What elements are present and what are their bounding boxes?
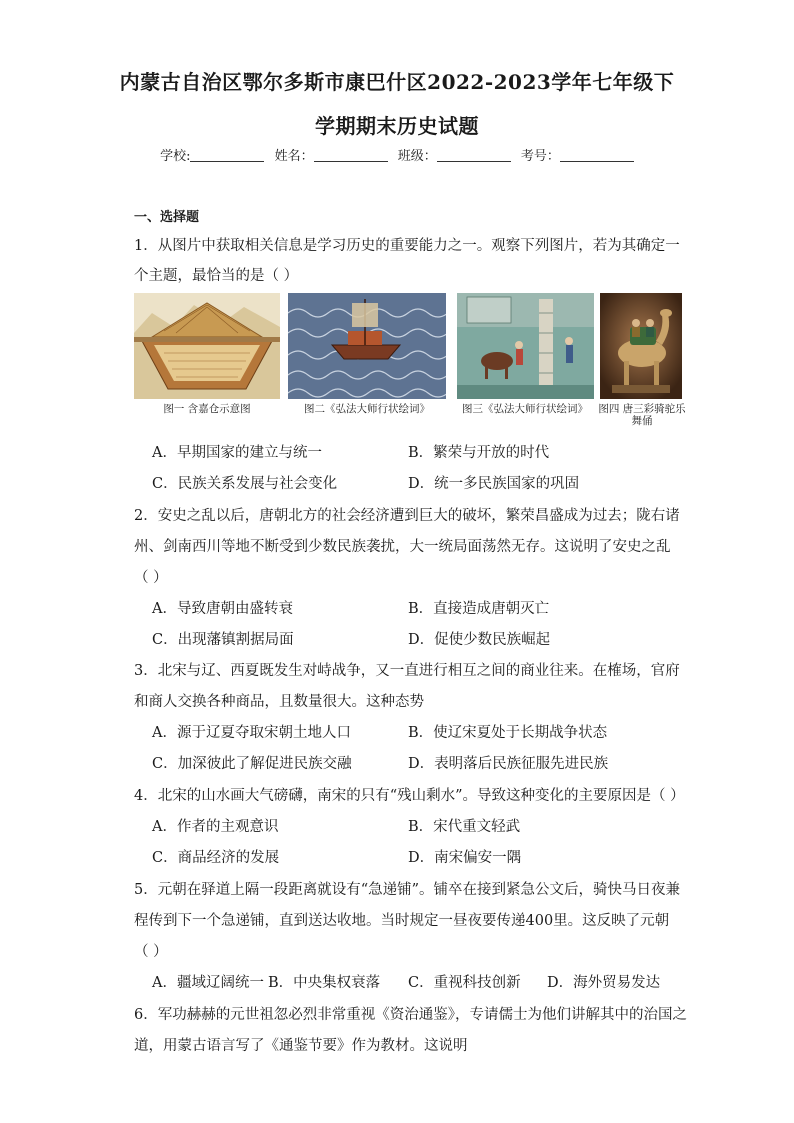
exam-number-blank[interactable]	[560, 147, 634, 162]
q4-option-d[interactable]: D．南宋偏安一隅	[408, 850, 522, 866]
q2-option-b[interactable]: B．直接造成唐朝灭亡	[408, 601, 550, 617]
q6-stem-line1: 6．军功赫赫的元世祖忽必烈非常重视《资治通鉴》，专请儒士为他们讲解其中的治国之	[134, 1007, 687, 1023]
q1-stem-line1: 1．从图片中获取相关信息是学习历史的重要能力之一。观察下列图片，若为其确定一	[134, 238, 680, 254]
q5-stem-line2: 程传到下一个急递铺，直到送达收地。当时规定一昼夜要传递400里。这反映了元朝	[134, 913, 670, 929]
exam-title-line2: 学期期末历史试题	[315, 114, 479, 138]
figure-caption-4: 图四 唐三彩骑驼乐舞俑	[598, 403, 686, 427]
figure-granary-diagram	[134, 293, 280, 399]
q1-option-d[interactable]: D．统一多民族国家的巩固	[408, 476, 580, 492]
q4-option-a[interactable]: A．作者的主观意识	[152, 819, 279, 835]
figure-caption-2: 图二《弘法大师行状绘词》	[304, 403, 430, 415]
figure-caption-1: 图一 含嘉仓示意图	[163, 403, 251, 415]
q5-option-a[interactable]: A．疆域辽阔统一	[152, 975, 264, 991]
q2-option-a[interactable]: A．导致唐朝由盛转衰	[152, 601, 293, 617]
q2-stem-line1: 2．安史之乱以后，唐朝北方的社会经济遭到巨大的破坏，繁荣昌盛成为过去；陇右诸	[134, 508, 680, 524]
q5-option-c[interactable]: C．重视科技创新	[408, 975, 521, 991]
q1-option-c[interactable]: C．民族关系发展与社会变化	[152, 476, 338, 492]
name-blank[interactable]	[314, 147, 388, 162]
q1-option-b[interactable]: B．繁荣与开放的时代	[408, 445, 550, 461]
q6-stem-line2: 道，用蒙古语言写了《通鉴节要》作为教材。这说明	[134, 1038, 468, 1054]
q3-stem-line2: 和商人交换各种商品，且数量很大。这种态势	[134, 694, 424, 710]
figure-caption-3: 图三《弘法大师行状绘词》	[462, 403, 588, 415]
name-label: 姓名：	[274, 149, 314, 164]
q5-option-d[interactable]: D．海外贸易发达	[547, 975, 661, 991]
class-blank[interactable]	[437, 147, 511, 162]
q1-stem-line2: 个主题，最恰当的是（ ）	[134, 268, 299, 284]
q4-stem-line1: 4．北宋的山水画大气磅礴，南宋的只有“残山剩水”。导致这种变化的主要原因是（ ）	[134, 788, 685, 804]
student-info-row	[0, 145, 794, 164]
class-label: 班级：	[397, 149, 437, 164]
figure-camel-figurine	[600, 293, 682, 399]
school-label: 学校:	[160, 149, 191, 164]
q4-option-c[interactable]: C．商品经济的发展	[152, 850, 280, 866]
q3-stem-line1: 3．北宋与辽、西夏既发生对峙战争，又一直进行相互之间的商业往来。在榷场，官府	[134, 663, 680, 679]
q5-stem-line3: （ ）	[134, 944, 168, 960]
school-blank[interactable]	[190, 147, 264, 162]
q2-option-d[interactable]: D．促使少数民族崛起	[408, 632, 551, 648]
q1-option-a[interactable]: A．早期国家的建立与统一	[152, 445, 322, 461]
exam-title-line1: 内蒙古自治区鄂尔多斯市康巴什区2022-2023学年七年级下	[119, 70, 675, 94]
q2-stem-line3: （ ）	[134, 570, 168, 586]
q3-option-b[interactable]: B．使辽宋夏处于长期战争状态	[408, 725, 608, 741]
exam-number-label: 考号：	[520, 149, 560, 164]
q3-option-a[interactable]: A．源于辽夏夺取宋朝土地人口	[152, 725, 351, 741]
figure-mural-painting	[457, 293, 594, 399]
q5-stem-line1: 5．元朝在驿道上隔一段距离就设有“急递铺”。铺卒在接到紧急公文后，骑快马日夜兼	[134, 882, 681, 898]
figure-ship-painting	[288, 293, 446, 399]
q4-option-b[interactable]: B．宋代重文轻武	[408, 819, 521, 835]
q2-option-c[interactable]: C．出现藩镇割据局面	[152, 632, 294, 648]
section-title: 一、选择题	[134, 210, 200, 225]
q1-figures	[134, 293, 689, 433]
q3-option-c[interactable]: C．加深彼此了解促进民族交融	[152, 756, 352, 772]
q2-stem-line2: 州、剑南西川等地不断受到少数民族袭扰，大一统局面荡然无存。这说明了安史之乱	[134, 539, 671, 555]
q5-option-b[interactable]: B．中央集权衰落	[268, 975, 381, 991]
q3-option-d[interactable]: D．表明落后民族征服先进民族	[408, 756, 609, 772]
